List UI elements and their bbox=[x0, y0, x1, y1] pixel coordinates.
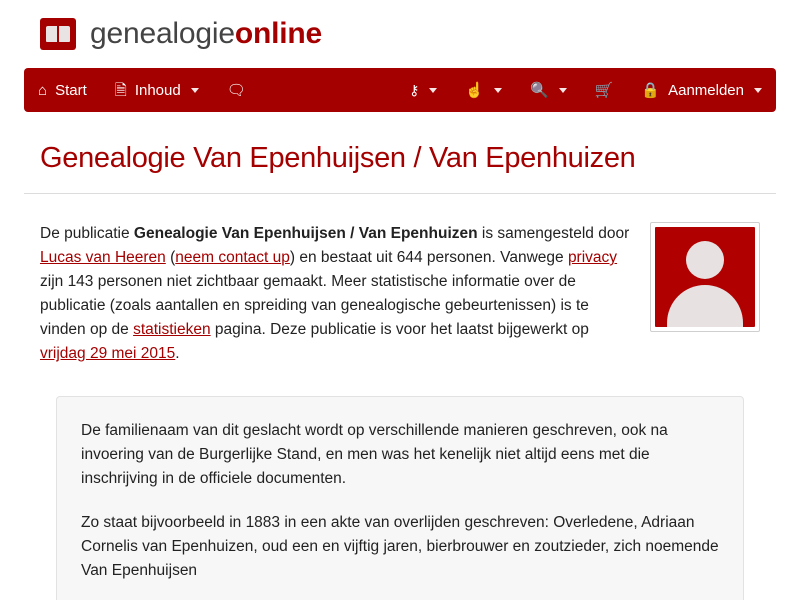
intro-text-1: De publicatie bbox=[40, 225, 134, 242]
intro-text-4: ) en bestaat uit 644 personen. Vanwege bbox=[289, 249, 568, 267]
intro-text-7: . bbox=[175, 345, 180, 363]
chevron-down-icon bbox=[754, 88, 762, 93]
nav-item-inhoud[interactable] bbox=[101, 68, 213, 112]
shopping-cart-icon: 🛒 bbox=[594, 81, 614, 99]
brand-title-part1: genealogie bbox=[90, 17, 235, 50]
main-content bbox=[24, 194, 776, 600]
nav-item-aanmelden-label: Aanmelden bbox=[668, 81, 744, 99]
nav-item-cart[interactable] bbox=[581, 68, 628, 112]
title-section bbox=[24, 112, 776, 175]
search-icon: 🔍 bbox=[530, 81, 549, 99]
note-paragraph-2: Zo staat bijvoorbeeld in 1883 in een akte van overlijden geschreven: Overledene, Adriaan Cornelis van Epenhuizen, oud een en vijftig jaren, bierbrouwer en zoutzieder, zich noemende Van Epenhuijsen bbox=[81, 514, 719, 580]
privacy-link[interactable]: privacy bbox=[567, 249, 618, 267]
main-navigation bbox=[24, 68, 776, 112]
note-paragraph-1: De familienaam van dit geslacht wordt op verschillende manieren geschreven, ook na invoering van de Burgerlijke Stand, en men was het kenelijk niet altijd eens met die inschrijving in de officiele documenten. bbox=[81, 422, 668, 488]
intro-text-6: pagina. Deze publicatie is voor het laatst bijgewerkt op bbox=[210, 321, 589, 339]
intro-text-2: is samengesteld door bbox=[477, 225, 630, 242]
user-avatar-icon bbox=[655, 227, 755, 327]
avatar-head-shape bbox=[686, 241, 724, 279]
nav-item-start[interactable] bbox=[24, 68, 101, 112]
intro-text-3: ( bbox=[165, 249, 176, 267]
book-logo-shape bbox=[46, 26, 70, 42]
chevron-down-icon bbox=[494, 88, 502, 93]
nav-item-search[interactable] bbox=[516, 68, 581, 112]
nav-item-aanmelden[interactable] bbox=[627, 68, 776, 112]
comments-icon: 🗨 bbox=[226, 81, 246, 99]
lock-icon: 🔒 bbox=[641, 81, 661, 99]
nav-item-tree[interactable] bbox=[395, 68, 451, 112]
nav-right-group bbox=[395, 68, 776, 112]
brand-title[interactable] bbox=[90, 17, 322, 51]
intro-paragraph bbox=[40, 222, 630, 366]
nav-item-start-label: Start bbox=[55, 81, 87, 99]
page-title: Genealogie Van Epenhuijsen / Van Epenhuizen bbox=[40, 142, 636, 174]
chevron-down-icon bbox=[429, 88, 437, 93]
chevron-down-icon bbox=[559, 88, 567, 93]
avatar-body-shape bbox=[667, 285, 743, 327]
tree-person-icon: ⚷ bbox=[409, 82, 420, 98]
last-updated-date-link[interactable]: vrijdag 29 mei 2015 bbox=[40, 345, 176, 363]
hand-pointer-icon: ☝ bbox=[465, 81, 485, 99]
nav-item-pointer[interactable] bbox=[451, 68, 516, 112]
publication-name: Genealogie Van Epenhuijsen / Van Epenhuizen bbox=[133, 225, 478, 242]
brand-header bbox=[0, 0, 800, 68]
book-logo-icon[interactable] bbox=[40, 18, 76, 50]
avatar[interactable] bbox=[650, 222, 760, 332]
author-link[interactable]: Lucas van Heeren bbox=[40, 249, 166, 267]
contact-link[interactable]: neem contact up bbox=[175, 249, 290, 267]
chevron-down-icon bbox=[191, 88, 199, 93]
description-note-box bbox=[56, 396, 744, 600]
brand-title-part2: online bbox=[234, 17, 322, 50]
intro-text-5: zijn 143 personen niet zichtbaar gemaakt. Meer statistische informatie over de publicatie (zoals aantallen en spreiding van genealogische gebeurtenissen) is te vinden op de bbox=[40, 273, 589, 339]
book-icon: 🗎 bbox=[114, 81, 127, 99]
intro-row bbox=[40, 194, 760, 366]
home-icon: ⌂ bbox=[38, 81, 48, 99]
nav-item-comments[interactable] bbox=[213, 68, 260, 112]
statistics-link[interactable]: statistieken bbox=[133, 321, 211, 339]
nav-item-inhoud-label: Inhoud bbox=[134, 81, 181, 99]
